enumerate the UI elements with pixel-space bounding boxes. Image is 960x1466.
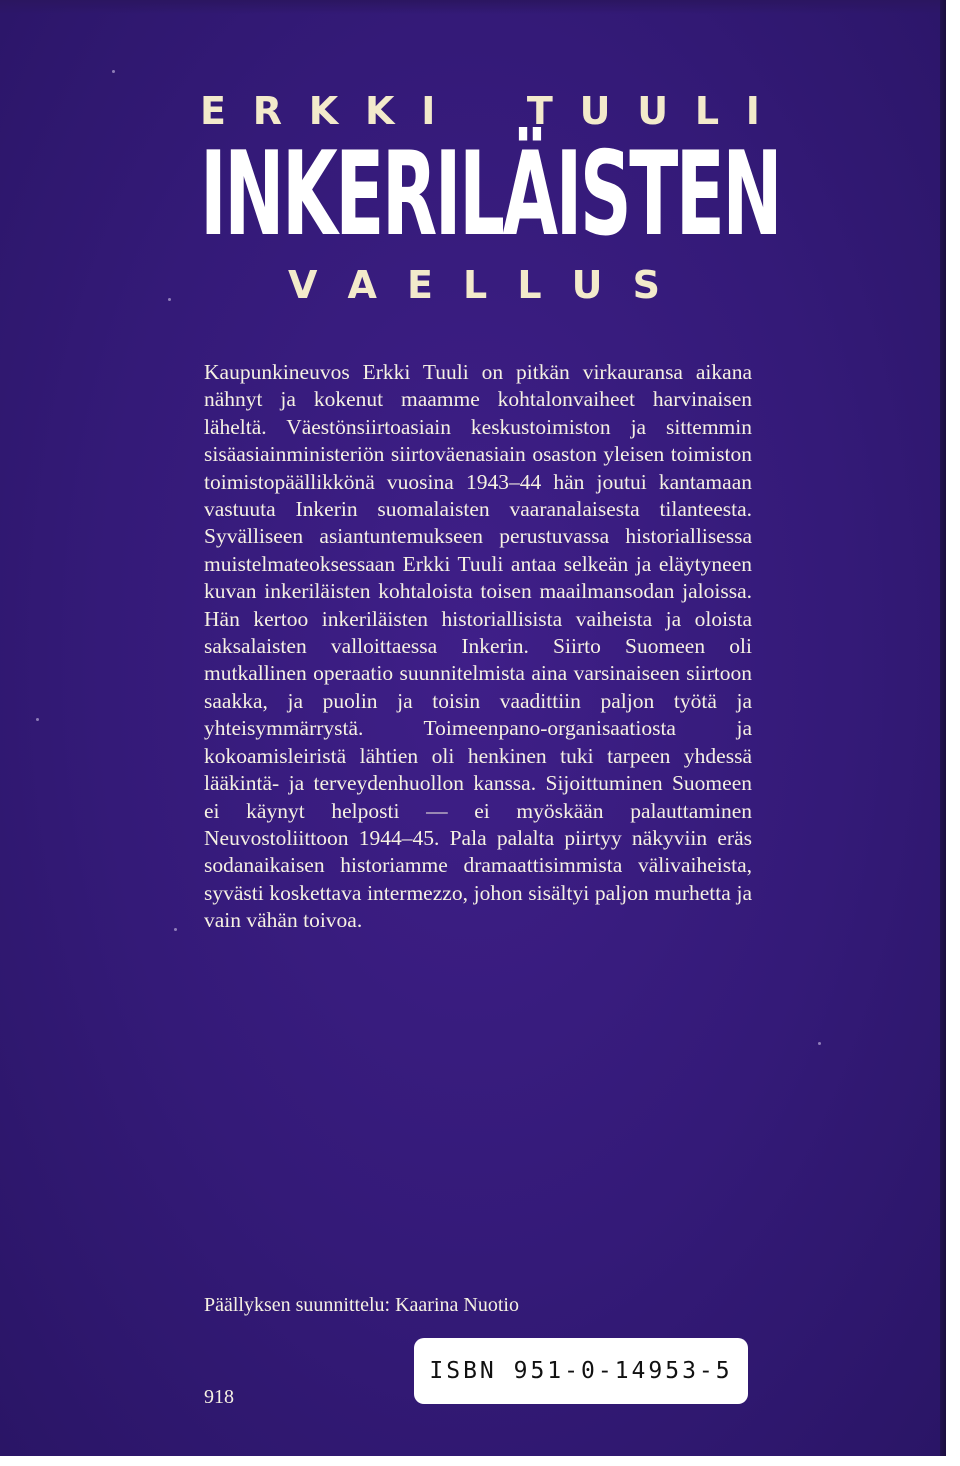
cover-top-edge	[0, 0, 946, 14]
subtitle-letter: L	[463, 263, 488, 307]
author-letter: K	[308, 89, 339, 133]
author-letter: E	[200, 89, 226, 133]
cover-design-credit: Päällyksen suunnittelu: Kaarina Nuotio	[204, 1294, 519, 1316]
author-letter: I	[421, 89, 436, 133]
print-speck	[818, 1042, 821, 1045]
subtitle-letter: U	[571, 263, 603, 307]
book-description: Kaupunkineuvos Erkki Tuuli on pitkän virkauransa aikana nähnyt ja kokenut maamme kohtalonvaiheet harvinaisen läheltä. Väestönsiirtoasiain keskustoimiston ja sittemmin sisäasiainministeriön siirtoväenasiain osaston yleisen toimiston toimistopäällikkönä vuosina 1943–44 hän joutui kantamaan vastuuta Inkerin suomalaisten vaaranalaisesta tilanteesta. Syvälliseen asiantuntemukseen perustuvassa historiallisessa muistelmateoksessaan Erkki Tuuli antaa selkeän ja eläytyneen kuvan inkeriläisten kohtaloista toisen maailmansodan jaloissa. Hän kertoo inkeriläisten historiallisista vaiheista ja oloista saksalaisten valloittaessa Inkerin. Siirto Suomeen oli mutkallinen operaatio suunnitelmista aina varsinaiseen siirtoon saakka, ja puolin ja toisin vaadittiin paljon työtä ja yhteisymmärrystä. Toimeenpano-organisaatiosta ja kokoamisleiristä lähtien oli henkinen tuki tarpeen yhdessä lääkintä- ja terveydenhuollon kanssa. Sijoittuminen Suomeen ei käynyt helposti — ei myöskään palauttaminen Neuvostoliittoon 1944–45. Pala palalta piirtyy näkyviin eräs sodanaikaisen historiamme dramaattisimmista välivaiheista, syvästi koskettava intermezzo, johon sisältyi paljon murhetta ja vain vähän toivoa.	[204, 360, 752, 933]
subtitle-letter: A	[347, 263, 377, 307]
author-letter: L	[694, 89, 720, 133]
book-title: INKERILÄISTEN	[200, 127, 781, 262]
author-letter: T	[526, 89, 553, 133]
subtitle-letter: L	[517, 263, 542, 307]
author-word-gap	[462, 92, 500, 130]
subtitle-letter: V	[288, 263, 318, 307]
author-letter: K	[364, 89, 395, 133]
print-speck	[112, 70, 115, 73]
book-subtitle	[288, 263, 660, 307]
author-name	[200, 89, 760, 133]
isbn-number: ISBN 951-0-14953-5	[429, 1358, 733, 1384]
product-code: 918	[204, 1386, 234, 1408]
author-letter: U	[637, 89, 669, 133]
subtitle-letter: S	[632, 263, 660, 307]
print-speck	[174, 928, 177, 931]
subtitle-letter: E	[407, 263, 433, 307]
author-letter: U	[579, 89, 611, 133]
cover-right-edge	[940, 0, 946, 1456]
isbn-label	[414, 1338, 748, 1404]
author-letter: I	[745, 89, 760, 133]
author-letter: R	[252, 89, 282, 133]
print-speck	[36, 718, 39, 721]
print-speck	[168, 298, 171, 301]
